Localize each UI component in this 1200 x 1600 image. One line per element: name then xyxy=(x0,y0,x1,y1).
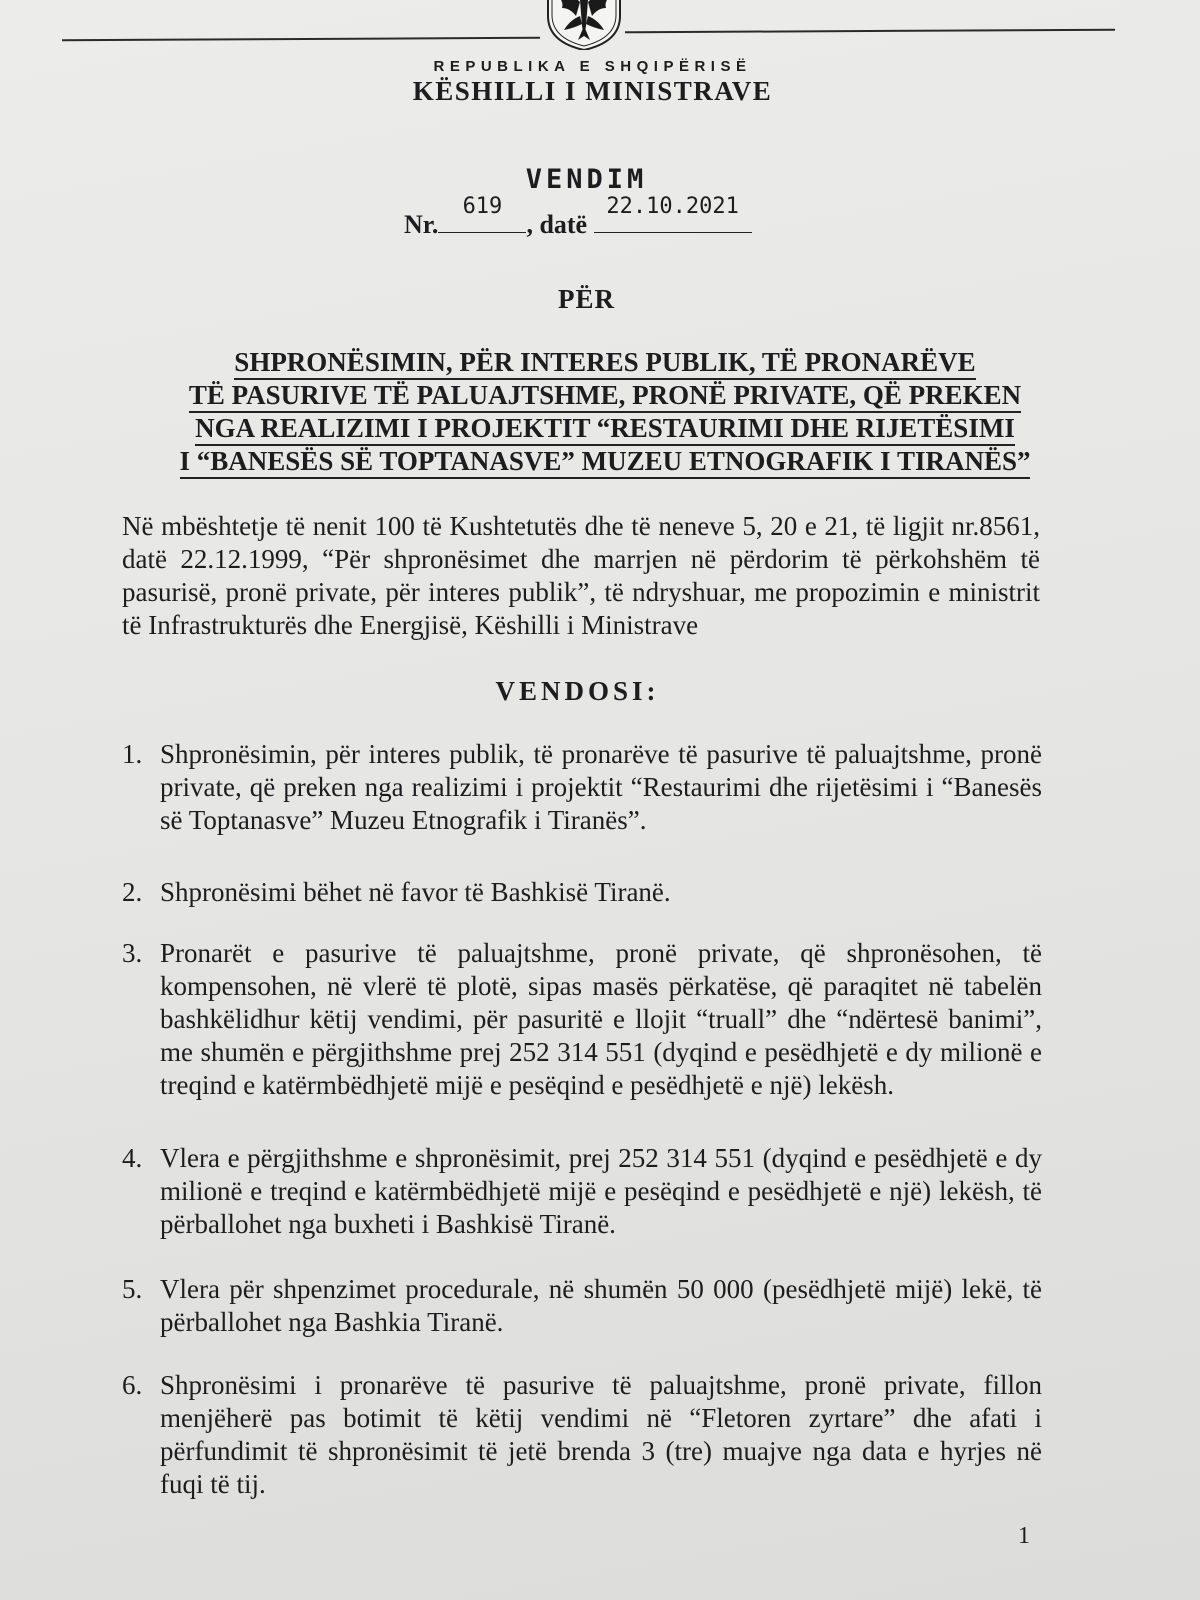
list-item xyxy=(122,876,1042,937)
decision-date-field xyxy=(594,194,752,233)
coat-of-arms-icon xyxy=(540,0,628,50)
list-item xyxy=(122,1273,1042,1369)
item-number: 1. xyxy=(122,739,143,769)
item-number: 2. xyxy=(122,877,143,907)
subject-line: NGA REALIZIMI I PROJEKTIT “RESTAURIMI DHE RIJETËSIMI xyxy=(110,412,1100,445)
preamble-paragraph: Në mbështetje të nenit 100 të Kushtetutës dhe të neneve 5, 20 e 21, të ligjit nr.8561, datë 22.12.1999, “Për shpronësimet dhe marrjen në përdorim të përkohshëm të pasurisë, pronë private, për interes publik”, të ndryshuar, me propozimin e ministrit të Infrastrukturës dhe Energjisë, Këshilli i Ministrave xyxy=(122,511,1040,640)
item-number: 5. xyxy=(122,1274,143,1304)
item-text: Vlera e përgjithshme e shpronësimit, prej 252 314 551 (dyqind e pesëdhjetë e dy milionë e treqind e katërmbëdhjetë mijë e pesëqind e pesëdhjetë e një) lekësh, të përballohet nga buxheti i Bashkisë Tiranë. xyxy=(160,1143,1042,1239)
page-number: 1 xyxy=(1018,1523,1030,1549)
decision-subject xyxy=(110,346,1100,478)
subject-line: I “BANESËS SË TOPTANASVE” MUZEU ETNOGRAFIK I TIRANËS” xyxy=(110,445,1100,478)
decision-items-list xyxy=(122,738,1042,1501)
for-label: PËR xyxy=(558,284,615,314)
item-text: Shpronësimi bëhet në favor të Bashkisë Tiranë. xyxy=(160,877,671,907)
item-text: Shpronësimi i pronarëve të pasurive të paluajtshme, pronë private, fillon menjëherë pas botimit të këtij vendimi në “Fletoren zyrtare” dhe afati i përfundimit të shpronësimit të jetë brenda 3 (tre) muajve nga data e hyrjes në fuqi të tij. xyxy=(160,1370,1042,1499)
decision-title: VENDIM xyxy=(525,164,648,195)
decision-number-field xyxy=(438,194,526,233)
decision-number: 619 xyxy=(462,194,503,219)
list-item xyxy=(122,738,1042,876)
nr-label: Nr. xyxy=(404,210,439,239)
item-text: Pronarët e pasurive të paluajtshme, pronë private, që shpronësohen, të kompensohen, në vlerë të plotë, sipas masës përkatëse, që paraqitet në tabelën bashkëlidhur këtij vendimi, për pasuritë e llojit “truall” dhe “ndërtesë banimi”, me shumën e përgjithshme prej 252 314 551 (dyqind e pesëdhjetë e dy milionë e treqind e katërmbëdhjetë mijë e pesëqind e pesëdhjetë e një) lekësh. xyxy=(160,938,1042,1100)
header-rule-right xyxy=(625,29,1115,34)
subject-line: SHPRONËSIMIN, PËR INTERES PUBLIK, TË PRONARËVE xyxy=(110,346,1100,379)
subject-line: TË PASURIVE TË PALUAJTSHME, PRONË PRIVATE, QË PREKEN xyxy=(110,379,1100,412)
item-text: Shpronësimin, për interes publik, të pronarëve të pasurive të paluajtshme, pronë private, që preken nga realizimi i projektit “Restaurimi dhe rijetësimi i “Banesës së Toptanasve” Muzeu Etnografik i Tiranës”. xyxy=(160,739,1042,835)
date-label: , datë xyxy=(526,210,588,239)
decision-number-line xyxy=(404,194,752,240)
list-item xyxy=(122,937,1042,1142)
item-number: 3. xyxy=(122,938,143,968)
republic-header: REPUBLIKA E SHQIPËRISË xyxy=(433,58,752,75)
header-rule-left xyxy=(62,37,540,42)
item-number: 4. xyxy=(122,1143,143,1173)
decides-heading: VENDOSI: xyxy=(495,676,660,706)
list-item xyxy=(122,1142,1042,1273)
council-header: KËSHILLI I MINISTRAVE xyxy=(412,76,773,106)
item-number: 6. xyxy=(122,1370,143,1400)
decision-date: 22.10.2021 xyxy=(606,194,739,219)
item-text: Vlera për shpenzimet procedurale, në shumën 50 000 (pesëdhjetë mijë) lekë, të përballohet nga Bashkia Tiranë. xyxy=(160,1274,1042,1337)
list-item xyxy=(122,1369,1042,1501)
